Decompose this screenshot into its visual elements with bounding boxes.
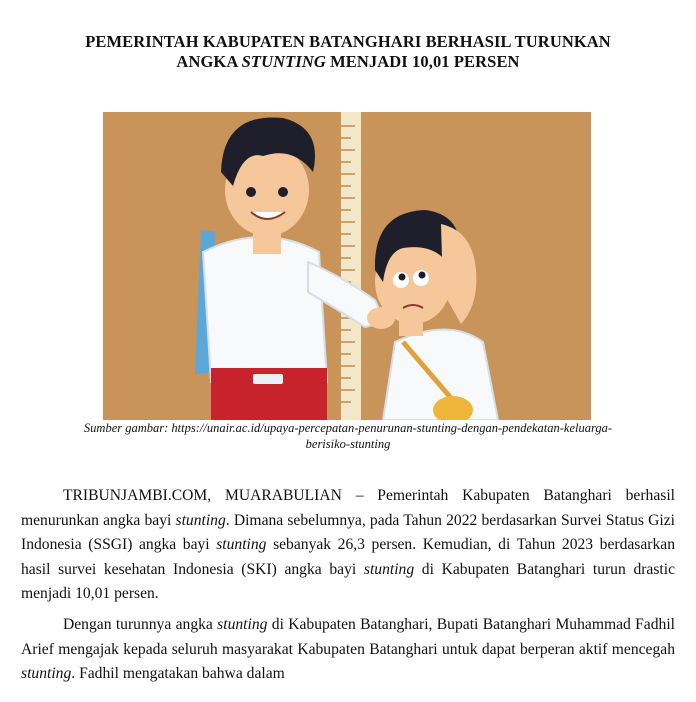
title-text: MENJADI 10,01 PERSEN	[325, 52, 520, 71]
body-text: sebanyak 26,3 persen. Kemudian, di Tahun 2023 berdasarkan hasil survei kesehatan Indonesia (SKI) angka bayi	[21, 536, 675, 578]
body-text: . Fadhil mengatakan bahwa dalam	[71, 665, 285, 683]
article-body	[21, 484, 675, 693]
body-text: di Kabupaten Batanghari turun drastic menjadi 10,01 persen.	[21, 560, 676, 603]
italic-term: stunting	[175, 511, 226, 529]
body-text: . Dimana sebelumnya, pada Tahun 2022 berdasarkan Survei Status Gizi Indonesia (SSGI) angka bayi	[21, 511, 675, 554]
height-ruler	[341, 112, 361, 420]
title-line-1: PEMERINTAH KABUPATEN BATANGHARI BERHASIL TURUNKAN	[85, 32, 611, 51]
body-text: TRIBUNJAMBI.COM, MUARABULIAN – Pemerintah Kabupaten Batanghari berhasil menurunkan angka bayi	[21, 487, 675, 529]
caption-line-2: berisiko-stunting	[305, 437, 391, 451]
paragraph-1	[21, 484, 675, 607]
title-italic-word: STUNTING	[241, 52, 326, 71]
illustration-two-students-height-ruler	[103, 112, 591, 420]
italic-term: stunting	[363, 560, 415, 578]
body-text: Dengan turunnya angka	[63, 615, 218, 633]
italic-term: stunting	[216, 536, 267, 554]
title-text: ANGKA	[176, 52, 242, 71]
italic-term: stunting	[217, 615, 268, 633]
image-caption	[20, 420, 676, 452]
paragraph-2	[21, 613, 675, 687]
title-line-2	[20, 52, 676, 72]
body-text: di Kabupaten Batanghari, Bupati Batanghari Muhammad Fadhil Arief mengajak kepada seluruh masyarakat Kabupaten Batanghari untuk dapat berperan aktif mencegah	[21, 615, 675, 658]
italic-term: stunting	[21, 665, 72, 683]
article-illustration	[103, 112, 591, 420]
article-title	[20, 32, 676, 72]
caption-line-1: Sumber gambar: https://unair.ac.id/upaya-percepatan-penurunan-stunting-dengan-pendekatan-keluarga-	[83, 421, 613, 435]
